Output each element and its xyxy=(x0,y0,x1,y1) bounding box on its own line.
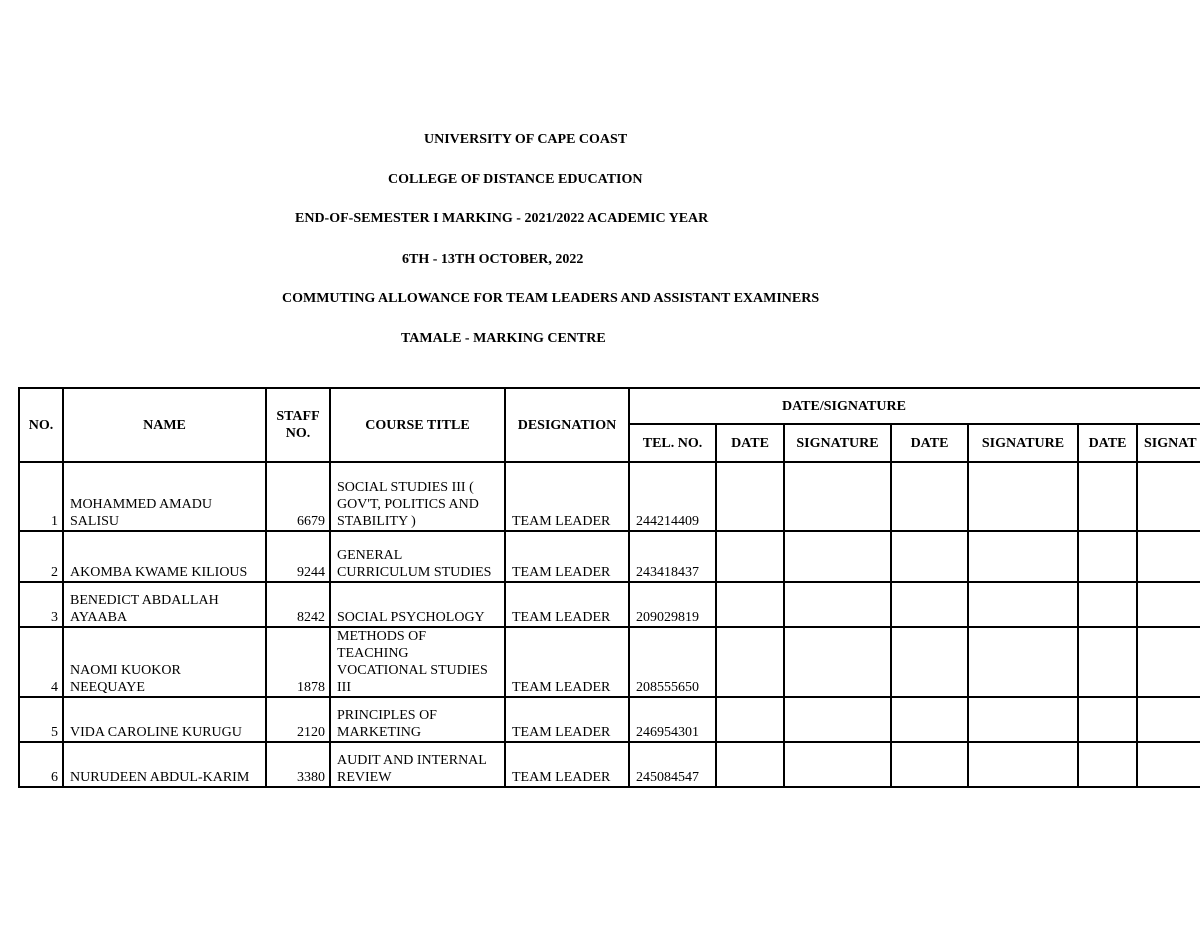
row-signature-cell xyxy=(1137,582,1200,627)
col-date-2: DATE xyxy=(891,424,968,462)
row-staff-no: 3380 xyxy=(266,742,330,787)
row-staff-no: 2120 xyxy=(266,697,330,742)
row-staff-no: 1878 xyxy=(266,627,330,697)
row-designation: TEAM LEADER xyxy=(505,462,629,531)
row-designation: TEAM LEADER xyxy=(505,531,629,582)
row-tel-no: 246954301 xyxy=(629,697,716,742)
row-no: 1 xyxy=(19,462,63,531)
row-tel-no: 243418437 xyxy=(629,531,716,582)
row-name: AKOMBA KWAME KILIOUS xyxy=(63,531,266,582)
row-course-title: METHODS OF TEACHING VOCATIONAL STUDIES III xyxy=(330,627,505,697)
row-date-cell xyxy=(716,582,784,627)
row-name: BENEDICT ABDALLAH AYAABA xyxy=(63,582,266,627)
row-course-title: GENERAL CURRICULUM STUDIES xyxy=(330,531,505,582)
header-row-top xyxy=(19,388,1200,424)
university-title: UNIVERSITY OF CAPE COAST xyxy=(424,132,628,147)
row-date-cell xyxy=(1078,531,1137,582)
row-no: 2 xyxy=(19,531,63,582)
marking-title: END-OF-SEMESTER I MARKING - 2021/2022 ACADEMIC YEAR xyxy=(295,211,709,226)
row-name: NURUDEEN ABDUL-KARIM xyxy=(63,742,266,787)
col-name: NAME xyxy=(63,388,266,462)
row-designation: TEAM LEADER xyxy=(505,582,629,627)
row-date-cell xyxy=(891,582,968,627)
row-signature-cell xyxy=(784,582,891,627)
table-row xyxy=(19,627,1200,697)
row-course-title: SOCIAL PSYCHOLOGY xyxy=(330,582,505,627)
row-no: 4 xyxy=(19,627,63,697)
row-tel-no: 245084547 xyxy=(629,742,716,787)
row-date-cell xyxy=(716,742,784,787)
row-staff-no: 6679 xyxy=(266,462,330,531)
row-date-cell xyxy=(891,462,968,531)
row-signature-cell xyxy=(1137,627,1200,697)
row-course-title: AUDIT AND INTERNAL REVIEW xyxy=(330,742,505,787)
row-course-title: SOCIAL STUDIES III ( GOV'T, POLITICS AND STABILITY ) xyxy=(330,462,505,531)
row-signature-cell xyxy=(1137,697,1200,742)
table-row xyxy=(19,582,1200,627)
row-date-cell xyxy=(1078,627,1137,697)
row-tel-no: 209029819 xyxy=(629,582,716,627)
row-name: VIDA CAROLINE KURUGU xyxy=(63,697,266,742)
row-no: 5 xyxy=(19,697,63,742)
row-signature-cell xyxy=(968,742,1078,787)
row-date-cell xyxy=(1078,742,1137,787)
row-signature-cell xyxy=(784,627,891,697)
row-signature-cell xyxy=(968,462,1078,531)
row-date-cell xyxy=(1078,697,1137,742)
col-date-1: DATE xyxy=(716,424,784,462)
col-signature-1: SIGNATURE xyxy=(784,424,891,462)
table-row xyxy=(19,742,1200,787)
row-staff-no: 9244 xyxy=(266,531,330,582)
table-row xyxy=(19,531,1200,582)
table-row xyxy=(19,462,1200,531)
row-signature-cell xyxy=(1137,462,1200,531)
row-signature-cell xyxy=(1137,742,1200,787)
allowance-title: COMMUTING ALLOWANCE FOR TEAM LEADERS AND ASSISTANT EXAMINERS xyxy=(282,291,820,306)
allowance-table xyxy=(18,387,1200,788)
row-date-cell xyxy=(891,697,968,742)
table-row xyxy=(19,697,1200,742)
col-tel-no: TEL. NO. xyxy=(629,424,716,462)
row-signature-cell xyxy=(968,531,1078,582)
row-date-cell xyxy=(716,697,784,742)
row-tel-no: 208555650 xyxy=(629,627,716,697)
row-name: NAOMI KUOKOR NEEQUAYE xyxy=(63,627,266,697)
col-staff-no: STAFF NO. xyxy=(266,388,330,462)
row-no: 6 xyxy=(19,742,63,787)
date-range: 6TH - 13TH OCTOBER, 2022 xyxy=(402,252,584,267)
col-date-signature: DATE/SIGNATURE xyxy=(629,388,1200,424)
row-date-cell xyxy=(716,462,784,531)
college-title: COLLEGE OF DISTANCE EDUCATION xyxy=(388,172,643,187)
row-date-cell xyxy=(891,627,968,697)
row-staff-no: 8242 xyxy=(266,582,330,627)
row-date-cell xyxy=(1078,582,1137,627)
row-date-cell xyxy=(716,627,784,697)
row-signature-cell xyxy=(784,742,891,787)
row-signature-cell xyxy=(784,531,891,582)
centre-title: TAMALE - MARKING CENTRE xyxy=(401,331,606,346)
row-no: 3 xyxy=(19,582,63,627)
row-date-cell xyxy=(891,531,968,582)
col-course-title: COURSE TITLE xyxy=(330,388,505,462)
col-designation: DESIGNATION xyxy=(505,388,629,462)
row-date-cell xyxy=(716,531,784,582)
row-tel-no: 244214409 xyxy=(629,462,716,531)
row-designation: TEAM LEADER xyxy=(505,627,629,697)
row-signature-cell xyxy=(784,462,891,531)
row-signature-cell xyxy=(968,627,1078,697)
row-date-cell xyxy=(891,742,968,787)
col-signature-2: SIGNATURE xyxy=(968,424,1078,462)
row-signature-cell xyxy=(1137,531,1200,582)
row-designation: TEAM LEADER xyxy=(505,697,629,742)
col-signature-3: SIGNAT xyxy=(1137,424,1200,462)
row-signature-cell xyxy=(784,697,891,742)
col-date-3: DATE xyxy=(1078,424,1137,462)
row-course-title: PRINCIPLES OF MARKETING xyxy=(330,697,505,742)
allowance-sheet xyxy=(18,387,1200,807)
row-signature-cell xyxy=(968,582,1078,627)
row-date-cell xyxy=(1078,462,1137,531)
col-no: NO. xyxy=(19,388,63,462)
row-signature-cell xyxy=(968,697,1078,742)
row-designation: TEAM LEADER xyxy=(505,742,629,787)
row-name: MOHAMMED AMADU SALISU xyxy=(63,462,266,531)
